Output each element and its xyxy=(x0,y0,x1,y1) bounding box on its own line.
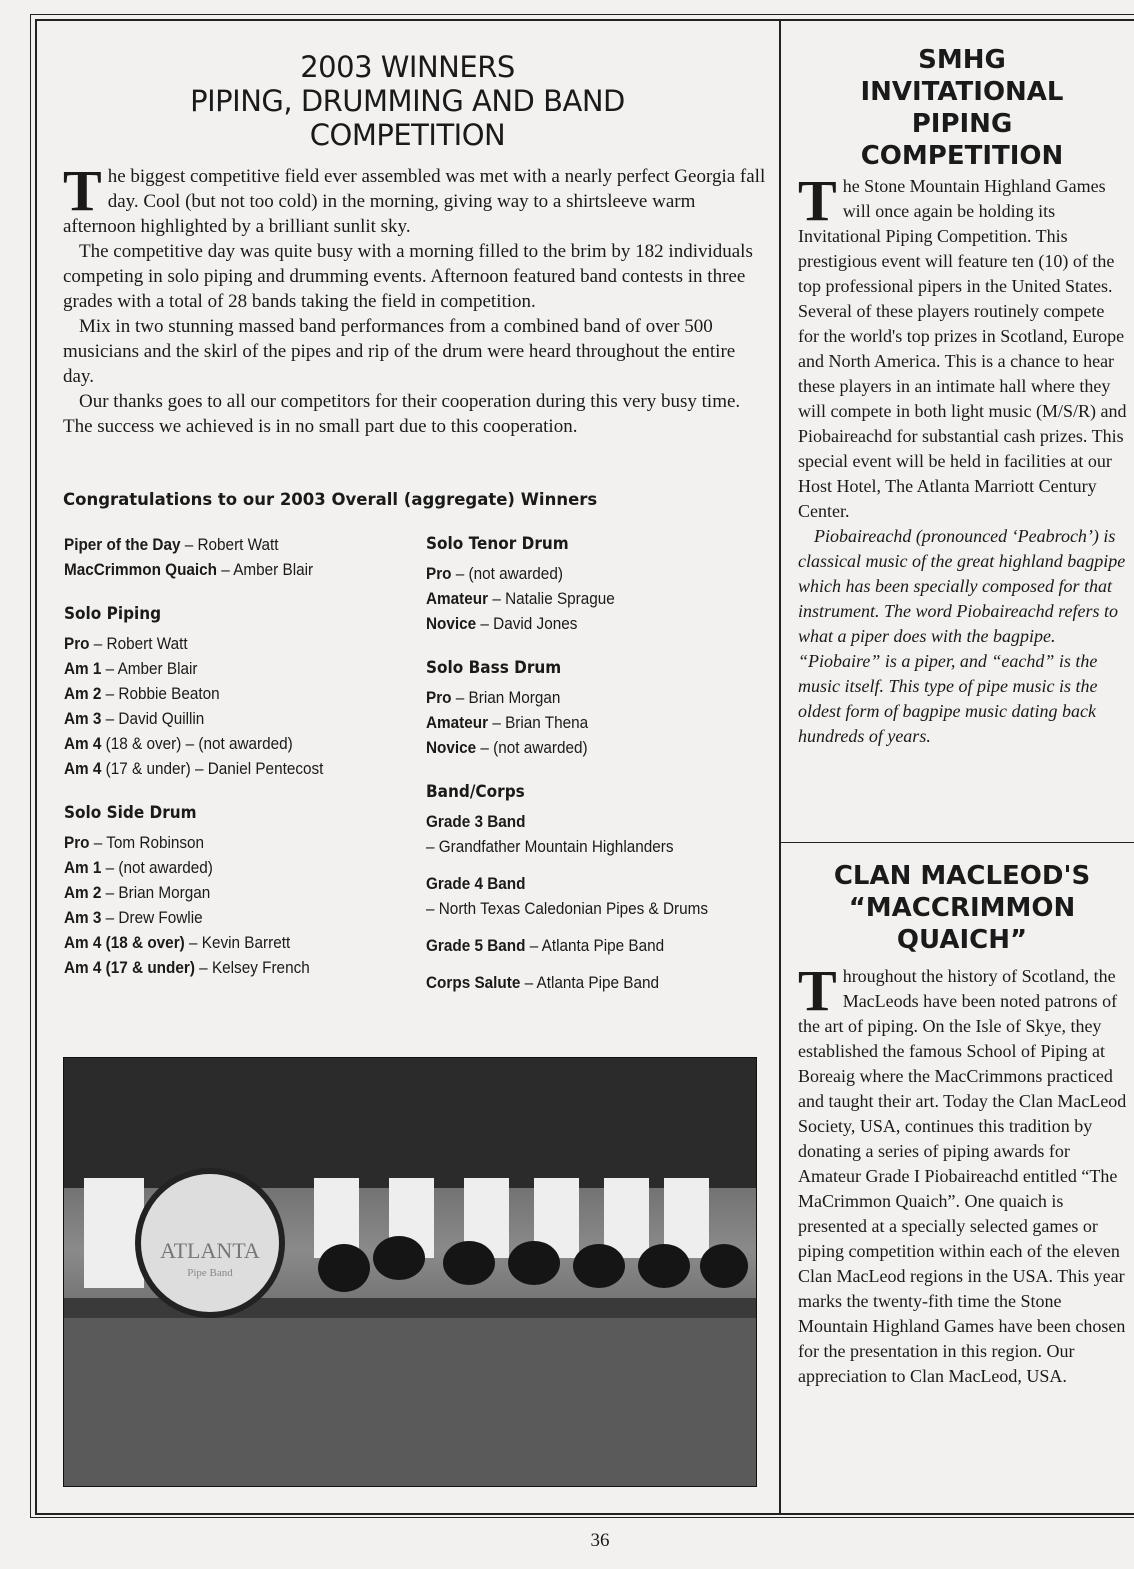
winner-entry xyxy=(64,532,388,557)
winner-name: – Kelsey French xyxy=(194,958,310,977)
winners-section xyxy=(64,602,388,781)
award-label: Grade 3 Band xyxy=(426,812,526,831)
clan-macleod-title xyxy=(782,860,1134,956)
winner-name: – (not awarded) xyxy=(101,858,213,877)
pipe-band-photo xyxy=(63,1057,757,1487)
paragraph xyxy=(798,168,1128,524)
award-label: Am 4 (18 & over) xyxy=(64,933,185,952)
winner-entry xyxy=(426,809,768,859)
winner-name: – (not awarded) xyxy=(451,564,563,583)
winner-entry xyxy=(426,933,768,958)
drop-cap: T xyxy=(798,168,837,233)
column-divider xyxy=(779,19,781,1513)
paragraph: The competitive day was quite busy with a morning filled to the brim by 182 individuals competing in solo piping and drumming events. Afternoon featured band contests in three grades with a total of 28 bands taking the field in competition. xyxy=(63,241,753,312)
award-label: Grade 4 Band xyxy=(426,874,526,893)
award-label: Novice xyxy=(426,614,477,633)
section-heading: Solo Tenor Drum xyxy=(426,534,569,554)
winner-entry xyxy=(64,631,388,656)
title-line: 2003 WINNERS xyxy=(300,50,515,84)
paragraph-text: hroughout the history of Scotland, the MacLeods have been noted patrons of the art of piping. On the Isle of Skye, they established the famous School of Piping at Boreaig where the MacCrimmons practiced and taught their art. Today the Clan MacLeod Society, USA, continues this tradition by donating a series of piping awards for Amateur Grade I Piobaireachd entitled “The MaCrimmon Quaich”. One quaich is presented at a specially selected games or piping competition within each of the eleven Clan MacLeod regions in the USA. This year marks the twenty-fith time the Stone Mountain Highland Games have been chosen for the presentation in this region. Our appreciation to Clan MacLeod, USA. xyxy=(798,966,1127,1386)
winner-entry xyxy=(426,871,768,921)
title-line: COMPETITION xyxy=(309,118,506,152)
drop-cap: T xyxy=(798,958,837,1023)
title-line: CLAN MACLEOD'S xyxy=(833,861,1091,891)
section-heading: Band/Corps xyxy=(426,782,525,802)
winner-name: – Amber Blair xyxy=(217,560,314,579)
winner-entry xyxy=(64,880,388,905)
winner-entry xyxy=(64,731,388,756)
award-label: Am 1 xyxy=(64,659,102,678)
award-label: Am 3 xyxy=(64,908,102,927)
award-label: Amateur xyxy=(426,589,489,608)
paragraph-text: he Stone Mountain Highland Games will once again be holding its Invitational Piping Competition. This prestigious event will feature ten (10) of the top professional pipers in the United States. Several of these players routinely compete for the world's top prizes in Scotland, Europe and North America. This is a chance to hear these players in an intimate hall where they will compete in both light music (M/S/R) and Piobaireachd for substantial cash prizes. This special event will be held in facilities at our Host Hotel, The Atlanta Marriott Century Center. xyxy=(798,176,1127,521)
award-label: Pro xyxy=(64,634,90,653)
award-label: Novice xyxy=(426,738,477,757)
band-corps-section xyxy=(426,780,768,995)
winner-name: – Robert Watt xyxy=(89,634,188,653)
winner-entry xyxy=(426,586,768,611)
winner-name: (18 & over) – (not awarded) xyxy=(101,734,293,753)
main-article-title xyxy=(40,50,775,152)
award-label: Am 4 (17 & under) xyxy=(64,958,195,977)
winner-entry xyxy=(426,735,768,760)
page-number: 36 xyxy=(590,1530,610,1551)
winner-name: – Atlanta Pipe Band xyxy=(520,973,660,992)
clan-macleod-body xyxy=(798,958,1128,1389)
winner-entry xyxy=(64,557,388,582)
award-label: Am 4 xyxy=(64,759,102,778)
paragraph: Mix in two stunning massed band performances from a combined band of over 500 musicians and the skirl of the pipes and rip of the drum were heard throughout the entire day. xyxy=(63,316,736,387)
award-label: Pro xyxy=(426,688,452,707)
title-line: QUAICH” xyxy=(896,925,1028,955)
award-label: Pro xyxy=(426,564,452,583)
title-line: PIPING xyxy=(911,109,1013,139)
winners-section xyxy=(426,656,768,760)
winner-name: – (not awarded) xyxy=(476,738,588,757)
paragraph: Our thanks goes to all our competitors for their cooperation during this very busy time. The success we achieved is in no small part due to this cooperation. xyxy=(63,391,741,437)
main-article-body xyxy=(63,158,768,439)
winners-left-column xyxy=(64,532,388,1000)
winner-name: – Brian Morgan xyxy=(101,883,211,902)
winner-name: – Brian Morgan xyxy=(451,688,561,707)
award-label: Am 3 xyxy=(64,709,102,728)
award-label: Am 1 xyxy=(64,858,102,877)
winner-name: – Atlanta Pipe Band xyxy=(525,936,665,955)
winner-name: – Kevin Barrett xyxy=(184,933,291,952)
title-line: PIPING, DRUMMING AND BAND xyxy=(190,84,625,118)
winner-entry xyxy=(64,830,388,855)
winner-entry xyxy=(426,561,768,586)
winner-name: – Drew Fowlie xyxy=(101,908,203,927)
title-line: “MACCRIMMON xyxy=(848,893,1076,923)
winner-entry xyxy=(64,756,388,781)
smhg-title xyxy=(782,44,1134,172)
congrats-heading: Congratulations to our 2003 Overall (aggregate) Winners xyxy=(63,490,598,509)
drum-logo-subtext: Pipe Band xyxy=(187,1267,233,1279)
paragraph: Piobaireachd (pronounced ‘Peabroch’) is classical music of the great highland bagpipe which has been specially composed for that instrument. The word Piobaireachd refers to what a piper does with the bagpipe. “Piobaire” is a piper, and “eachd” is the music itself. This type of pipe music is the oldest form of bagpipe music dating back hundreds of years. xyxy=(798,526,1126,746)
award-label: Corps Salute xyxy=(426,973,521,992)
winner-entry xyxy=(426,611,768,636)
title-line: INVITATIONAL xyxy=(860,77,1064,107)
winner-entry xyxy=(64,930,388,955)
drum-logo-text: ATLANTA xyxy=(160,1238,260,1263)
winner-name: – David Jones xyxy=(476,614,578,633)
winners-section xyxy=(64,532,388,582)
award-label: Am 2 xyxy=(64,684,102,703)
section-heading: Solo Side Drum xyxy=(64,803,197,823)
winner-entry xyxy=(64,855,388,880)
winner-name: – Amber Blair xyxy=(101,659,198,678)
winner-name: – North Texas Caledonian Pipes & Drums xyxy=(426,899,709,918)
title-line: COMPETITION xyxy=(860,141,1064,171)
winner-name: – Robbie Beaton xyxy=(101,684,220,703)
section-heading: Solo Bass Drum xyxy=(426,658,562,678)
winner-entry xyxy=(64,905,388,930)
winner-name: – Tom Robinson xyxy=(89,833,205,852)
winners-section xyxy=(426,532,768,636)
winner-name: (17 & under) – Daniel Pentecost xyxy=(101,759,324,778)
winners-section xyxy=(64,801,388,980)
paragraph xyxy=(63,158,768,239)
winner-entry xyxy=(64,656,388,681)
award-label: Grade 5 Band xyxy=(426,936,526,955)
winner-name: – Natalie Sprague xyxy=(488,589,615,608)
title-line: SMHG xyxy=(918,45,1006,75)
winner-entry xyxy=(426,710,768,735)
award-label: Pro xyxy=(64,833,90,852)
award-label: Amateur xyxy=(426,713,489,732)
smhg-body xyxy=(798,168,1128,749)
paragraph-text: he biggest competitive field ever assembled was met with a nearly perfect Georgia fall day. Cool (but not too cold) in the morning, giving way to a shirtsleeve warm afternoon highlighted by a brilliant sunlit sky. xyxy=(63,166,766,237)
winner-entry xyxy=(64,681,388,706)
award-label: Piper of the Day xyxy=(64,535,181,554)
winner-name: – Robert Watt xyxy=(180,535,279,554)
winner-name: – David Quillin xyxy=(101,709,205,728)
drummers-photo-illustration xyxy=(64,1058,756,1486)
award-label: Am 4 xyxy=(64,734,102,753)
winner-entry xyxy=(426,685,768,710)
drop-cap: T xyxy=(63,158,102,223)
winner-entry xyxy=(64,706,388,731)
winner-entry xyxy=(426,970,768,995)
winner-entry xyxy=(64,955,388,980)
winner-name: – Brian Thena xyxy=(488,713,589,732)
sidebar-divider xyxy=(781,842,1134,843)
section-heading: Solo Piping xyxy=(64,604,162,624)
award-label: Am 2 xyxy=(64,883,102,902)
winners-right-column xyxy=(426,532,768,1015)
award-label: MacCrimmon Quaich xyxy=(64,560,218,579)
paragraph xyxy=(798,958,1128,1389)
winner-name: – Grandfather Mountain Highlanders xyxy=(426,837,674,856)
